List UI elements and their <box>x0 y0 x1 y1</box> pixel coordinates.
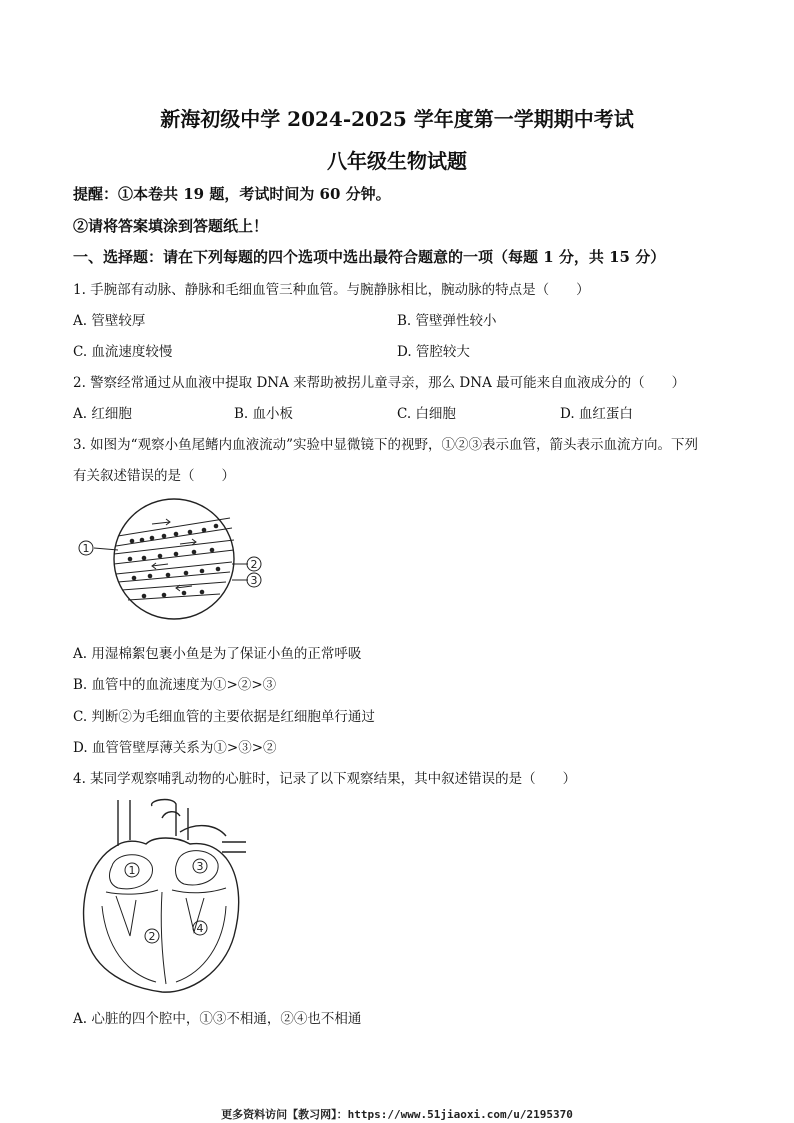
q2-option-d: D. 血红蛋白 <box>560 406 633 422</box>
question-1-stem: 1. 手腕部有动脉、静脉和毛细血管三种血管。与腕静脉相比，腕动脉的特点是（ ） <box>73 282 590 298</box>
figure-label-2: 2 <box>250 558 258 571</box>
section-heading: 一、选择题：请在下列每题的四个选项中选出最符合题意的一项（每题 1 分，共 15 分） <box>73 248 666 266</box>
question-3-stem-line-1: 3. 如图为“观察小鱼尾鳍内血液流动”实验中显微镜下的视野，①②③表示血管，箭头表示血流方向。下列 <box>73 437 698 453</box>
q1-option-d: D. 管腔较大 <box>397 344 470 360</box>
question-2-stem: 2. 警察经常通过从血液中提取 DNA 来帮助被拐儿童寻亲，那么 DNA 最可能来自血液成分的（ ） <box>73 375 686 391</box>
heart-label-4: 4 <box>196 922 204 935</box>
figure-label-3: 3 <box>250 574 258 587</box>
q3-option-b: B. 血管中的血流速度为①>②>③ <box>73 677 277 693</box>
fish-tail-blood-flow-figure <box>72 496 262 631</box>
figure-label-1: 1 <box>82 542 90 555</box>
heart-label-2: 2 <box>148 930 156 943</box>
q2-option-b: B. 血小板 <box>234 406 294 422</box>
q1-option-b: B. 管壁弹性较小 <box>397 313 497 329</box>
exam-subtitle: 八年级生物试题 <box>327 149 467 173</box>
heart-diagram-figure <box>76 796 256 996</box>
footer-link-text[interactable]: 更多资料访问【教习网】：https://www.51jiaoxi.com/u/2195370 <box>221 1108 573 1121</box>
q4-option-a: A. 心脏的四个腔中，①③不相通，②④也不相通 <box>73 1011 362 1027</box>
exam-title: 新海初级中学 2024-2025 学年度第一学期期中考试 <box>160 107 634 131</box>
q3-option-a: A. 用湿棉絮包裹小鱼是为了保证小鱼的正常呼吸 <box>73 646 362 662</box>
question-4-stem: 4. 某同学观察哺乳动物的心脏时，记录了以下观察结果，其中叙述错误的是（ ） <box>73 771 577 787</box>
q2-option-c: C. 白细胞 <box>397 406 456 422</box>
question-3-stem-line-2: 有关叙述错误的是（ ） <box>73 468 235 484</box>
heart-label-1: 1 <box>128 864 136 877</box>
q1-option-a: A. 管壁较厚 <box>73 313 146 329</box>
notice-line-1: 提醒：①本卷共 19 题，考试时间为 60 分钟。 <box>73 185 391 203</box>
q1-option-c: C. 血流速度较慢 <box>73 344 173 360</box>
q3-option-c: C. 判断②为毛细血管的主要依据是红细胞单行通过 <box>73 709 375 725</box>
heart-label-3: 3 <box>196 860 204 873</box>
q2-option-a: A. 红细胞 <box>73 406 132 422</box>
q3-option-d: D. 血管管壁厚薄关系为①>③>② <box>73 740 277 756</box>
notice-line-2: ②请将答案填涂到答题纸上！ <box>73 217 269 235</box>
